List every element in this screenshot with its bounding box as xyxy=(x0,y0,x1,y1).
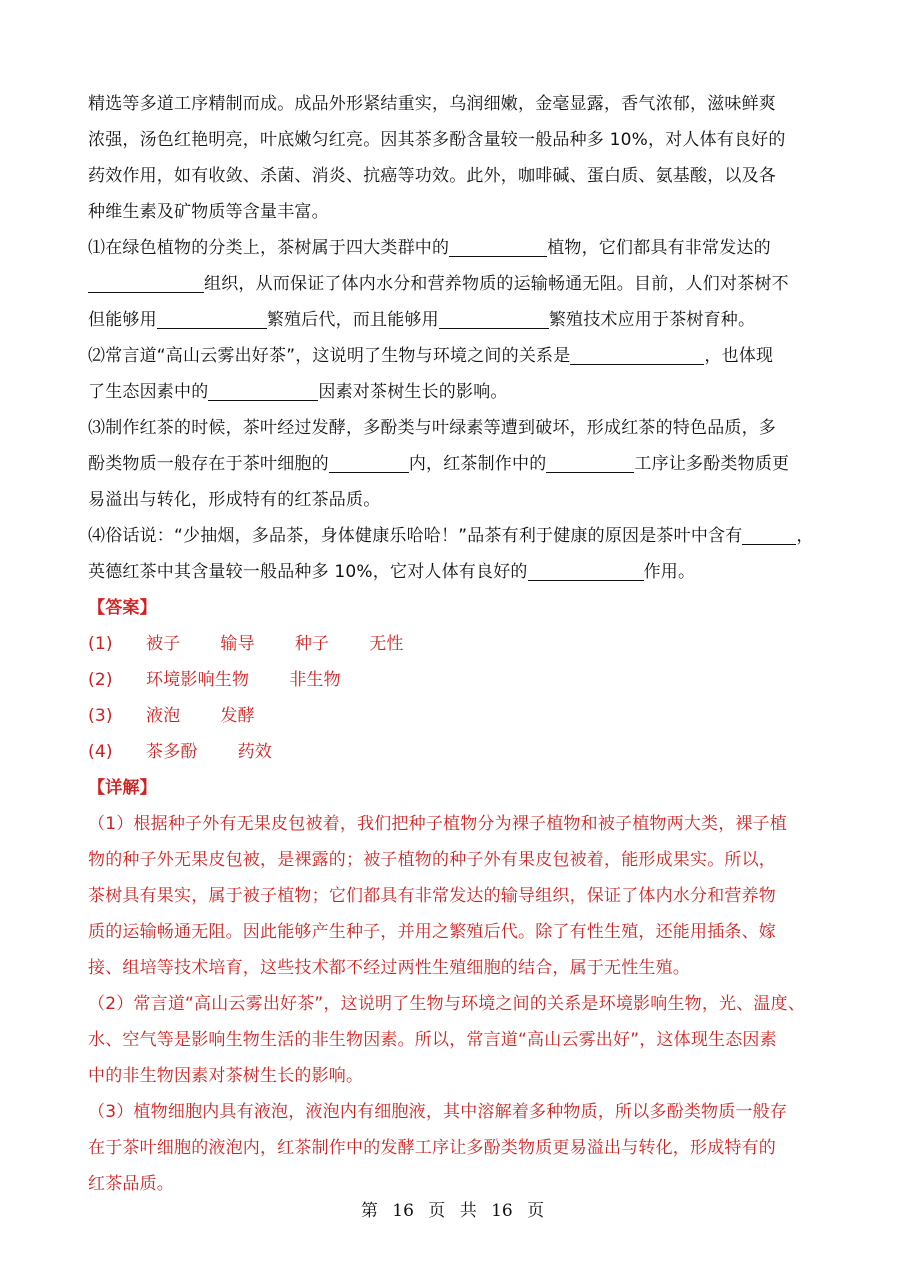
question-4-text: 英德红茶中其含量较一般品种多 10%，它对人体有良好的 xyxy=(88,562,528,582)
answer-item: 无性 xyxy=(369,634,404,654)
question-1-text: 植物，它们都具有非常发达的 xyxy=(547,238,771,258)
footer-text: 页 xyxy=(527,1201,545,1221)
answer-item: 非生物 xyxy=(289,670,341,690)
answer-row-1 xyxy=(88,626,830,662)
detail-line-3: 茶树具有果实，属于被子植物；它们都具有非常发达的输导组织，保证了体内水分和营养物 xyxy=(88,886,776,906)
answer-row-2 xyxy=(88,662,830,698)
question-2-text: 了生态因素中的 xyxy=(88,382,209,402)
blank-1-4 xyxy=(439,308,549,329)
detail-heading: 【详解】 xyxy=(88,778,157,798)
footer-text: 页 xyxy=(428,1201,446,1221)
detail-line-6: （2）常言道“高山云雾出好茶”，这说明了生物与环境之间的关系是环境影响生物，光、温度、 xyxy=(88,994,806,1014)
answer-number: (3) xyxy=(88,706,113,726)
answer-number: (2) xyxy=(88,670,113,690)
question-1-text: ⑴在绿色植物的分类上，茶树属于四大类群中的 xyxy=(88,238,450,258)
question-4-text: ⑷俗话说：“少抽烟，多品茶，身体健康乐哈哈！”品茶有利于健康的原因是茶叶中含有 xyxy=(88,526,743,546)
detail-line-9: （3）植物细胞内具有液泡，液泡内有细胞液，其中溶解着多种物质，所以多酚类物质一般存 xyxy=(88,1102,788,1122)
footer-text: 共 xyxy=(459,1201,477,1221)
question-1-text: 但能够用 xyxy=(88,310,157,330)
blank-3-2 xyxy=(546,452,634,473)
answer-item: 药效 xyxy=(237,742,273,762)
blank-1-1 xyxy=(449,236,547,257)
answer-item: 输导 xyxy=(220,634,255,654)
detail-line-7: 水、空气等是影响生物生活的非生物因素。所以，常言道“高山云雾出好”，这体现生态因素 xyxy=(88,1030,777,1050)
question-1-line-2 xyxy=(88,266,830,302)
question-1-line-1 xyxy=(88,230,830,266)
answer-row-4 xyxy=(88,734,830,770)
question-3-line-2 xyxy=(88,446,830,482)
blank-4-2 xyxy=(528,560,644,581)
question-4-text: 作用。 xyxy=(643,562,696,582)
question-4-line-1 xyxy=(88,518,830,554)
intro-line-1: 精选等多道工序精制而成。成品外形紧结重实，乌润细嫩，金毫显露，香气浓郁，滋味鲜爽 xyxy=(88,94,776,114)
question-1-text: 繁殖后代，而且能够用 xyxy=(266,310,439,330)
question-2-line-1 xyxy=(88,338,830,374)
answer-item: 种子 xyxy=(294,634,330,654)
question-3-text: 酚类物质一般存在于茶叶细胞的 xyxy=(88,454,329,474)
question-4-text: ， xyxy=(796,526,814,546)
question-3-line-3: 易溢出与转化，形成特有的红茶品质。 xyxy=(88,490,381,510)
question-2-text: ⑵常言道“高山云雾出好茶”，这说明了生物与环境之间的关系是 xyxy=(88,346,571,366)
answer-item: 液泡 xyxy=(146,706,181,726)
question-1-text: 组织，从而保证了体内水分和营养物质的运输畅通无阻。目前，人们对茶树不 xyxy=(204,274,789,294)
blank-2-2 xyxy=(208,380,318,401)
document-page xyxy=(88,86,830,1202)
detail-line-8: 中的非生物因素对茶树生长的影响。 xyxy=(88,1066,364,1086)
detail-line-4: 质的运输畅通无阻。因此能够产生种子，并用之繁殖后代。除了有性生殖，还能用插条、嫁 xyxy=(88,922,776,942)
question-1-line-3 xyxy=(88,302,830,338)
answer-item: 环境影响生物 xyxy=(146,670,250,690)
question-2-line-2 xyxy=(88,374,830,410)
blank-4-1 xyxy=(742,524,796,545)
detail-line-11: 红茶品质。 xyxy=(88,1174,174,1194)
detail-line-5: 接、组培等技术培育，这些技术都不经过两性生殖细胞的结合，属于无性生殖。 xyxy=(88,958,690,978)
question-1-text: 繁殖技术应用于茶树育种。 xyxy=(548,310,756,330)
blank-2-1 xyxy=(570,344,704,365)
answer-heading: 【答案】 xyxy=(88,598,157,618)
detail-line-1: （1）根据种子外有无果皮包被着，我们把种子植物分为裸子植物和被子植物两大类，裸子植 xyxy=(88,814,788,834)
total-page-number: 16 xyxy=(491,1201,513,1221)
question-3-line-1: ⑶制作红茶的时候，茶叶经过发酵，多酚类与叶绿素等遭到破坏，形成红茶的特色品质，多 xyxy=(88,418,776,438)
answer-number: (4) xyxy=(88,742,113,762)
question-2-text: ，也体现 xyxy=(704,346,774,366)
blank-3-1 xyxy=(329,452,409,473)
intro-line-2: 浓强，汤色红艳明亮，叶底嫩匀红亮。因其茶多酚含量较一般品种多 10%，对人体有良好的 xyxy=(88,130,786,150)
blank-1-3 xyxy=(157,308,267,329)
answer-row-3 xyxy=(88,698,830,734)
question-4-line-2 xyxy=(88,554,830,590)
question-2-text: 因素对茶树生长的影响。 xyxy=(318,382,508,402)
detail-line-10: 在于茶叶细胞的液泡内，红茶制作中的发酵工序让多酚类物质更易溢出与转化，形成特有的 xyxy=(88,1138,776,1158)
current-page-number: 16 xyxy=(392,1201,414,1221)
intro-line-3: 药效作用，如有收敛、杀菌、消炎、抗癌等功效。此外，咖啡碱、蛋白质、氨基酸，以及各 xyxy=(88,166,776,186)
answer-item: 发酵 xyxy=(220,706,255,726)
page-footer xyxy=(0,1196,905,1221)
intro-line-4: 种维生素及矿物质等含量丰富。 xyxy=(88,202,329,222)
question-3-text: 工序让多酚类物质更 xyxy=(634,454,790,474)
answer-item: 茶多酚 xyxy=(146,742,198,762)
blank-1-2 xyxy=(88,272,204,293)
footer-text: 第 xyxy=(360,1201,378,1221)
answer-number: (1) xyxy=(88,634,113,654)
answer-item: 被子 xyxy=(146,634,181,654)
detail-line-2: 物的种子外无果皮包被，是裸露的；被子植物的种子外有果皮包被着，能形成果实。所以， xyxy=(88,850,776,870)
question-3-text: 内，红茶制作中的 xyxy=(408,454,547,474)
